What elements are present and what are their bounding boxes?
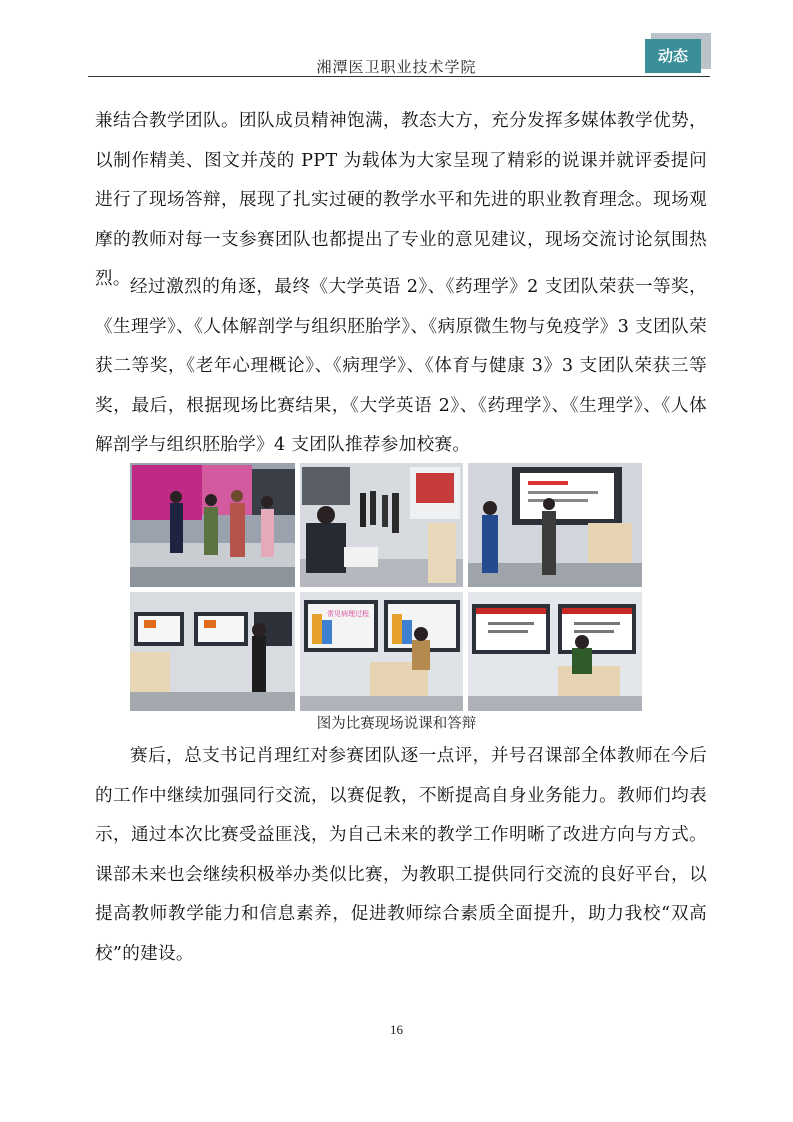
photo-lecture-slide xyxy=(300,592,463,711)
slide-title-text: 常见病理过程 xyxy=(327,610,369,618)
paragraph-1: 兼结合教学团队。团队成员精神饱满，教态大方，充分发挥多媒体教学优势，以制作精美、图文并茂的 PPT 为载体为大家呈现了精彩的说课并就评委提问进行了现场答辩，展现了扎实过硬的教学水平和先进的职业教育理念。现场观摩的教师对每一支参赛团队也都提出了专业的意见建议，现场交流讨论氛围热烈。 xyxy=(95,111,707,290)
photo-judge-questioning xyxy=(300,463,463,587)
photo-podium-presentation xyxy=(468,592,642,711)
photo-male-presenter xyxy=(130,592,295,711)
header-institution: 湘潭医卫职业技术学院 xyxy=(316,58,477,76)
section-badge: 动态 xyxy=(645,39,701,73)
photo-presenters-at-screen xyxy=(468,463,642,587)
photo-team-on-stage xyxy=(130,463,295,587)
figure-caption: 图为比赛现场说课和答辩 xyxy=(316,716,477,732)
photo-grid xyxy=(130,463,642,711)
paragraph-3: 赛后，总支书记肖理红对参赛团队逐一点评，并号召课部全体教师在今后的工作中继续加强同行交流，以赛促教，不断提高自身业务能力。教师们均表示，通过本次比赛受益匪浅，为自己未来的教学工作明晰了改进方向与方式。课部未来也会继续积极举办类似比赛，为教职工提供同行交流的良好平台，以提高教师教学能力和信息素养，促进教师综合素质全面提升，助力我校“双高校”的建设。 xyxy=(95,746,707,964)
header-divider xyxy=(88,76,710,77)
paragraph-2: 经过激烈的角逐，最终《大学英语 2》、《药理学》2 支团队荣获一等奖，《生理学》、《人体解剖学与组织胚胎学》、《病原微生物与免疫学》3 支团队荣获二等奖，《老年心理概论》、《病理学》、《体育与健康 3》3 支团队荣获三等奖，最后，根据现场比赛结果，《大学英语 2》、《药理学》、《生理学》、《人体解剖学与组织胚胎学》4 支团队推荐参加校赛。 xyxy=(95,277,707,456)
page-number: 16 xyxy=(390,1022,403,1037)
